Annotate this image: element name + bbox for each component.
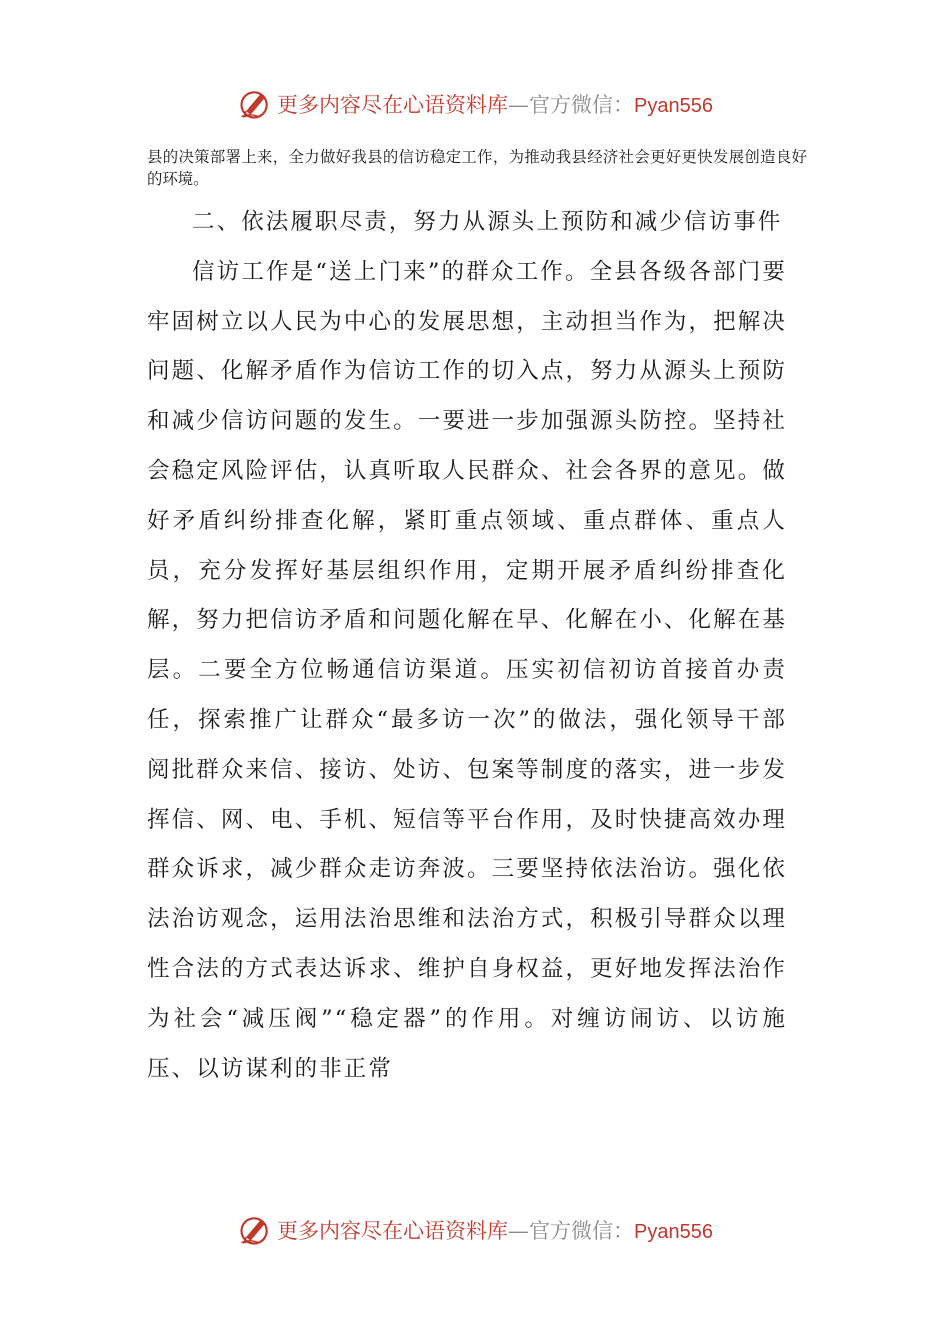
- banner-title: 更多内容尽在心语资料库: [277, 93, 509, 117]
- pen-logo-icon: [237, 86, 273, 122]
- continuation-paragraph: 县的决策部署上来，全力做好我县的信访稳定工作，为推动我县经济社会更好更快发展创造良好的环境。: [147, 148, 807, 188]
- pen-logo-icon: [237, 1212, 273, 1248]
- body-paragraph: 信访工作是“送上门来”的群众工作。全县各级各部门要牢固树立以人民为中心的发展思想，主动担当作为，把解决问题、化解矛盾作为信访工作的切入点，努力从源头上预防和减少信访问题的发生。一要进一步加强源头防控。坚持社会稳定风险评估，认真听取人民群众、社会各界的意见。做好矛盾纠纷排查化解，紧盯重点领域、重点群体、重点人员，充分发挥好基层组织作用，定期开展矛盾纠纷排查化解，努力把信访矛盾和问题化解在早、化解在小、化解在基层。二要全方位畅通信访渠道。压实初信初访首接首办责任，探索推广让群众“最多访一次”的做法，强化领导干部阅批群众来信、接访、处访、包案等制度的落实，进一步发挥信、网、电、手机、短信等平台作用，及时快捷高效办理群众诉求，减少群众走访奔波。三要坚持依法治访。强化依法治访观念，运用法治思维和法治方式，积极引导群众以理性合法的方式表达诉求、维护自身权益，更好地发挥法治作为社会“减压阀”“稳定器”的作用。对缠访闹访、以访施压、以访谋利的非正常: [147, 258, 787, 1082]
- header-banner: [0, 82, 950, 126]
- banner-wechat-id: Pyan556: [634, 1221, 713, 1243]
- footer-banner: [0, 1208, 950, 1252]
- banner-wechat-label: 官方微信：: [529, 93, 635, 117]
- section-heading: 二、依法履职尽责，努力从源头上预防和减少信访事件: [192, 209, 783, 235]
- banner-title: 更多内容尽在心语资料库: [277, 1219, 509, 1243]
- document-body: [147, 198, 787, 1094]
- footer-banner-text: [277, 1215, 713, 1245]
- header-banner-text: [277, 89, 713, 119]
- banner-dash: —: [508, 93, 530, 117]
- banner-dash: —: [508, 1219, 530, 1243]
- banner-wechat-id: Pyan556: [634, 95, 713, 117]
- banner-wechat-label: 官方微信：: [529, 1219, 635, 1243]
